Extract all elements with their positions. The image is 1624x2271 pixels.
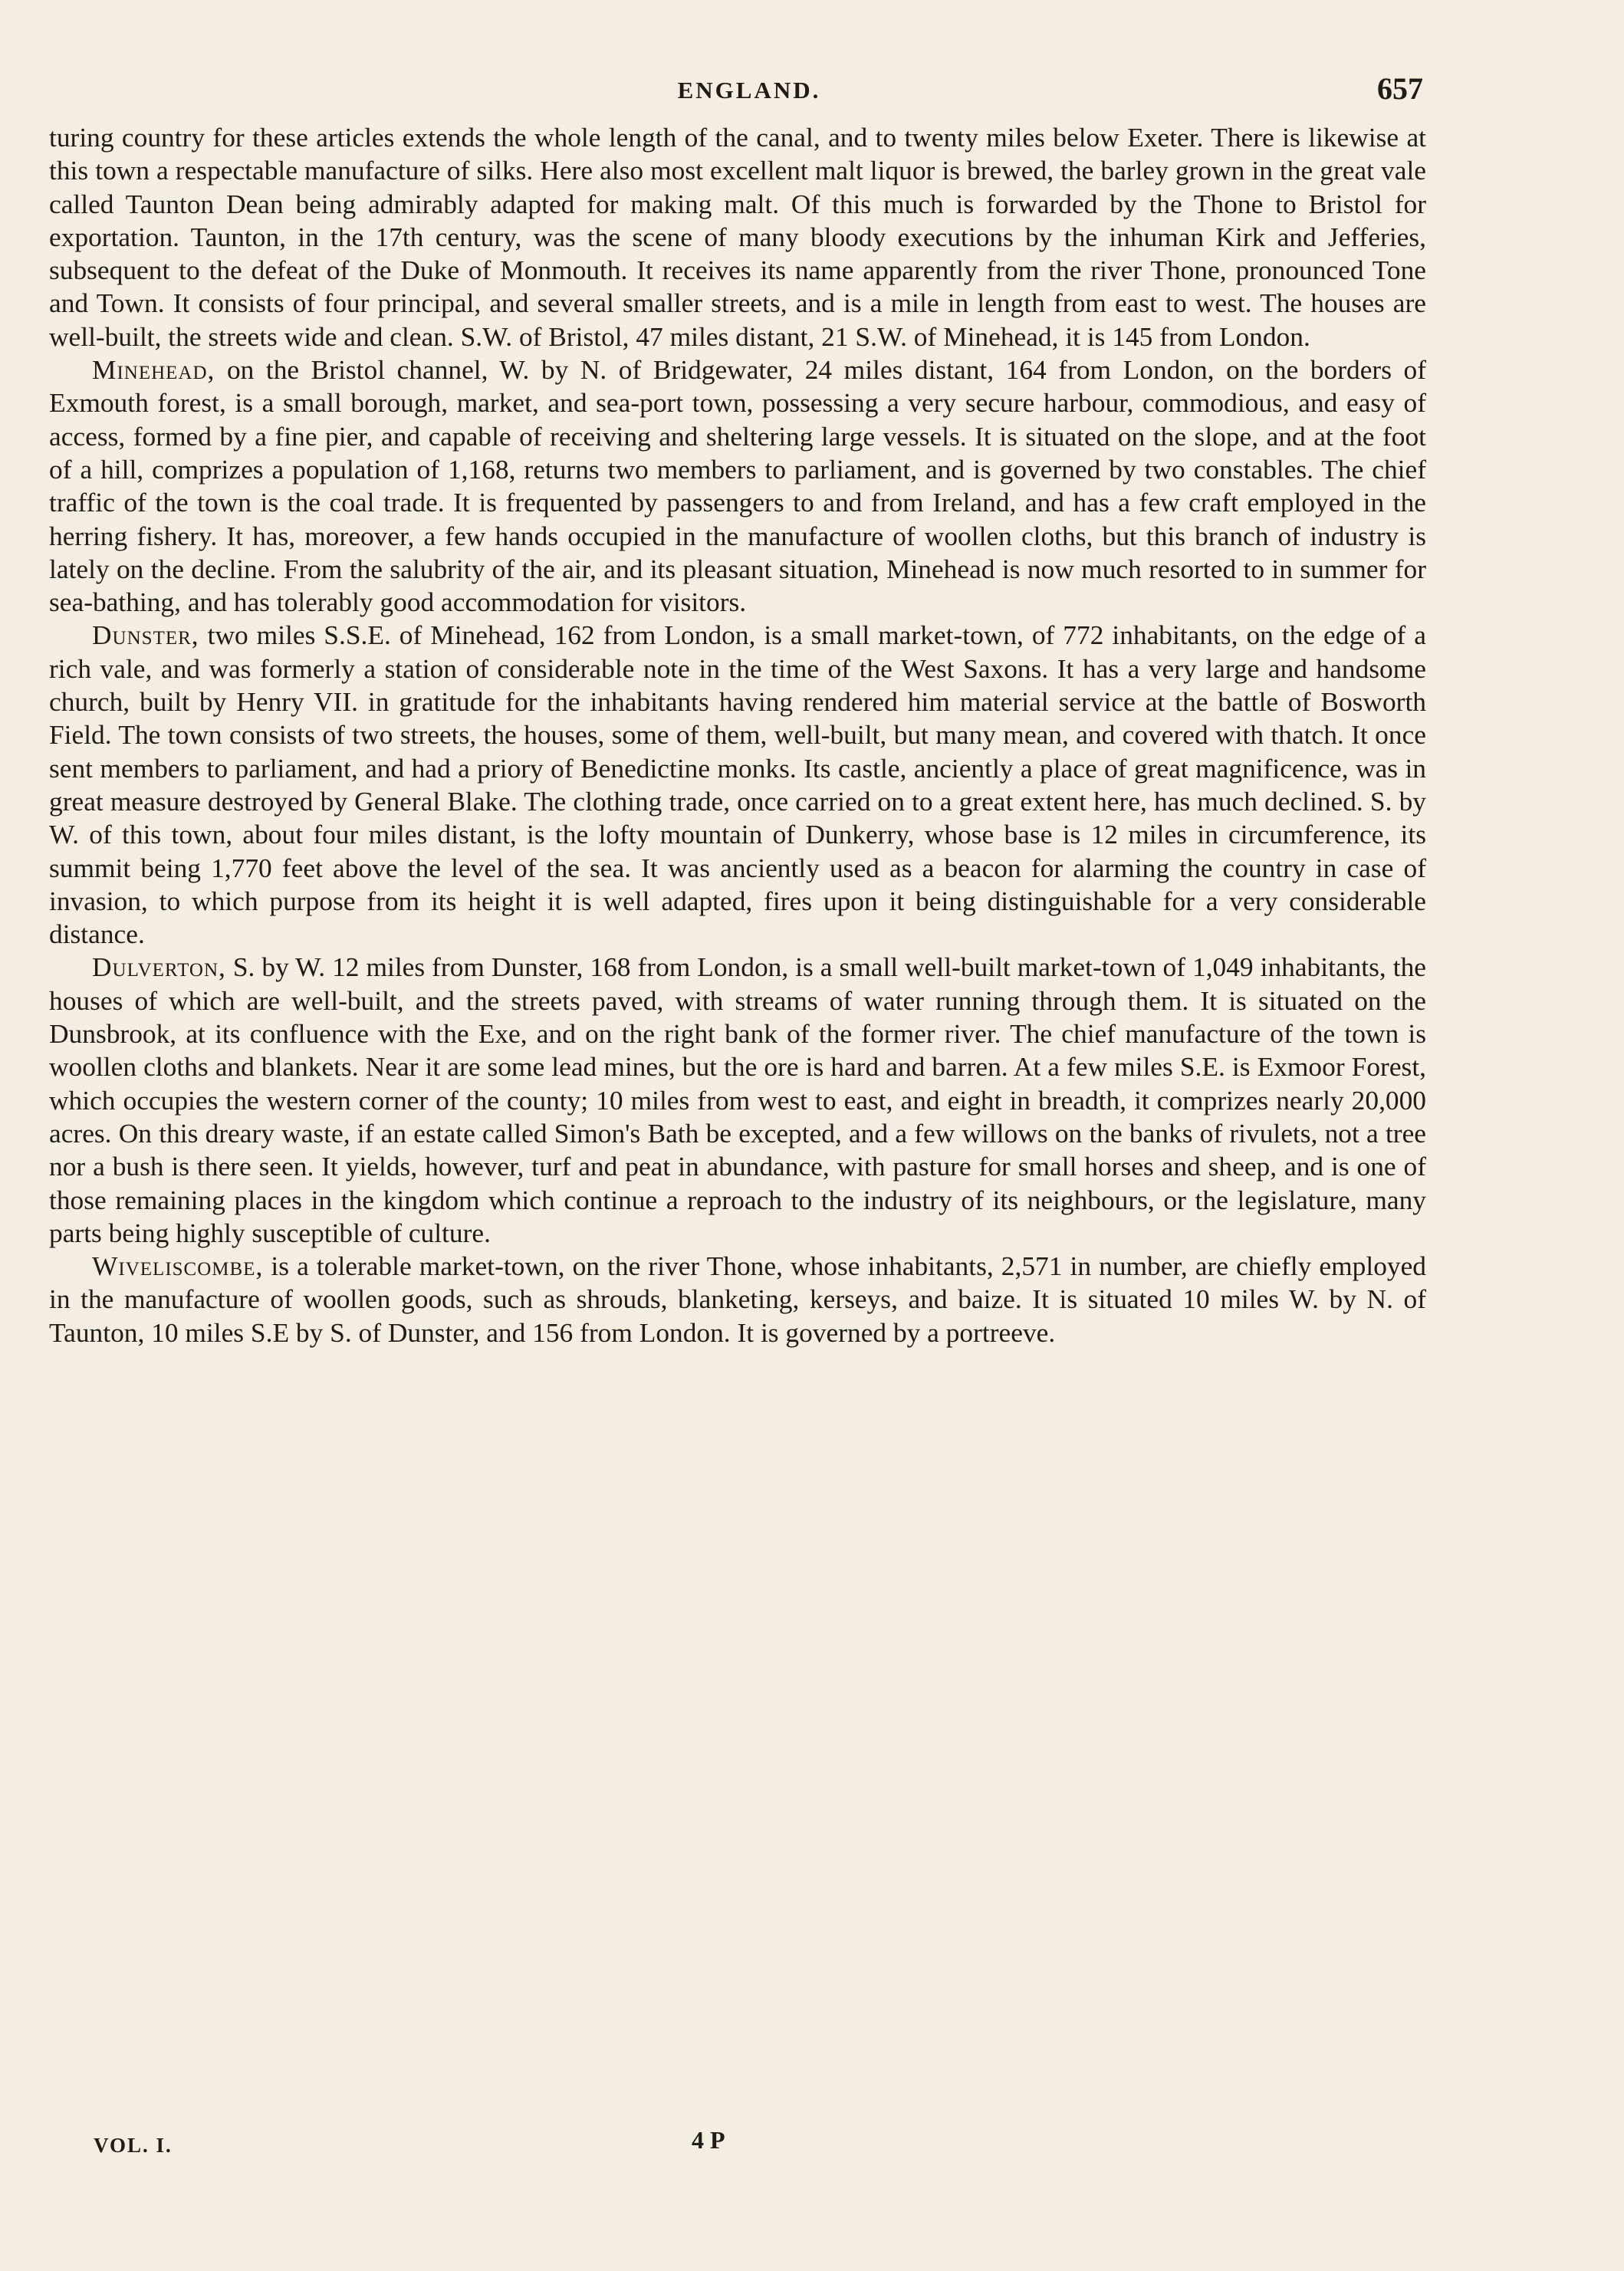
paragraph-text: S. by W. 12 miles from Dunster, 168 from London, is a small well-built market-town of 1,049 inhabitants, the houses of which are well-built, and the streets paved, with streams of water running through them. It is situated on the Dunsbrook, at its confluence with the Exe, and on the right bank of the former river. The chief manufacture of the town is woollen cloths and blankets. Near it are some lead mines, but the ore is hard and barren. At a few miles S.E. is Exmoor Forest, which occupies the western corner of the county; 10 miles from west to east, and eight in breadth, it comprizes nearly 20,000 acres. On this dreary waste, if an estate called Simon's Bath be excepted, and a few willows on the banks of rivulets, not a tree nor a bush is there seen. It yields, however, turf and peat in abundance, with pasture for small horses and sheep, and is one of those remaining places in the kingdom which continue a reproach to the industry of its neighbours, or the legislature, many parts being highly susceptible of culture. bbox=[49, 951, 1426, 1248]
paragraph-wiveliscombe bbox=[49, 1250, 1426, 1349]
paragraph-lead: Dulverton, bbox=[92, 951, 226, 983]
paragraph-text: is a tolerable market-town, on the river Thone, whose inhabitants, 2,571 in number, are chiefly employed in the manufacture of woollen goods, such as shrouds, blanketing, kerseys, and baize. It is situated 10 miles W. by N. of Taunton, 10 miles S.E by S. of Dunster, and 156 from London. It is governed by a portreeve. bbox=[49, 1251, 1426, 1348]
paragraph-lead: Minehead, bbox=[92, 354, 215, 386]
paragraph-taunton bbox=[49, 121, 1426, 353]
paragraph-dunster bbox=[49, 619, 1426, 951]
signature-mark: 4 P bbox=[692, 2126, 725, 2154]
paragraph-text: on the Bristol channel, W. by N. of Bridgewater, 24 miles distant, 164 from London, on the borders of Exmouth forest, is a small borough, market, and sea-port town, possessing a very secure harbour, commodious, and easy of access, formed by a fine pier, and capable of receiving and sheltering large vessels. It is situated on the slope, and at the foot of a hill, comprizes a population of 1,168, returns two members to parliament, and is governed by two constables. The chief traffic of the town is the coal trade. It is frequented by passengers to and from Ireland, and has a few craft employed in the herring fishery. It has, moreover, a few hands occupied in the manufacture of woollen cloths, but this branch of industry is lately on the decline. From the salubrity of the air, and its pleasant situation, Minehead is now much resorted to in summer for sea-bathing, and has tolerably good accommodation for visitors. bbox=[49, 354, 1426, 618]
paragraph-text: two miles S.S.E. of Minehead, 162 from London, is a small market-town, of 772 inhabitants, on the edge of a rich vale, and was formerly a station of considerable note in the time of the West Saxons. It has a very large and handsome church, built by Henry VII. in gratitude for the inhabitants having rendered him material service at the battle of Bosworth Field. The town consists of two streets, the houses, some of them, well-built, but many mean, and covered with thatch. It once sent members to parliament, and had a priory of Benedictine monks. Its castle, anciently a place of great magnificence, was in great measure destroyed by General Blake. The clothing trade, once carried on to a great extent here, has much declined. S. by W. of this town, about four miles distant, is the lofty mountain of Dunkerry, whose base is 12 miles in circumference, its summit being 1,770 feet above the level of the sea. It was anciently used as a beacon for alarming the country in case of invasion, to which purpose from its height it is well adapted, fires upon it being distinguishable for a very considerable distance. bbox=[49, 620, 1426, 950]
running-head: ENGLAND. bbox=[677, 77, 821, 104]
page-body bbox=[49, 121, 1426, 1349]
paragraph-minehead bbox=[49, 353, 1426, 619]
paragraph-lead: Wiveliscombe, bbox=[92, 1251, 264, 1282]
paragraph-text: turing country for these articles extends the whole length of the canal, and to twenty miles below Exeter. There is likewise at this town a respectable manufacture of silks. Here also most excellent malt liquor is brewed, the barley grown in the great vale called Taunton Dean being admirably adapted for making malt. Of this much is forwarded by the Thone to Bristol for exportation. Taunton, in the 17th century, was the scene of many bloody executions by the inhuman Kirk and Jefferies, subsequent to the defeat of the Duke of Monmouth. It receives its name apparently from the river Thone, pronounced Tone and Town. It consists of four principal, and several smaller streets, and is a mile in length from east to west. The houses are well-built, the streets wide and clean. S.W. of Bristol, 47 miles distant, 21 S.W. of Minehead, it is 145 from London. bbox=[49, 122, 1426, 352]
paragraph-lead: Dunster, bbox=[92, 620, 199, 651]
volume-label: VOL. I. bbox=[94, 2134, 173, 2157]
page-header bbox=[75, 71, 1423, 117]
page-number: 657 bbox=[1377, 71, 1423, 106]
paragraph-dulverton bbox=[49, 951, 1426, 1250]
page-footer bbox=[94, 2126, 1397, 2164]
